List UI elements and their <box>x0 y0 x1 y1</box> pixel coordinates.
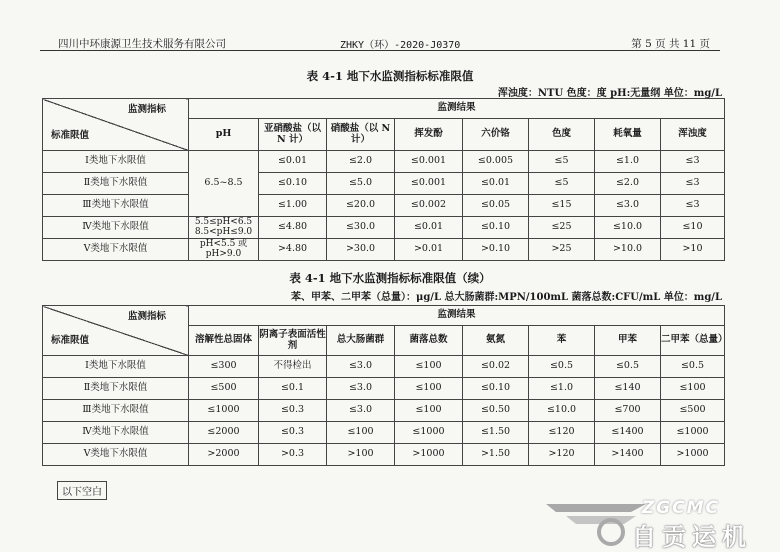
table-cell: >0.10 <box>463 239 529 261</box>
ph-cell: pH<5.5 或 pH>9.0 <box>189 239 259 261</box>
row-label: Ⅳ类地下水限值 <box>43 217 189 239</box>
table-cell: ≤0.10 <box>463 217 529 239</box>
table-cell: ≤10.0 <box>529 400 595 422</box>
table-cell: >0.3 <box>259 444 327 466</box>
row-label: Ⅱ类地下水限值 <box>43 173 189 195</box>
table-cell: >2000 <box>189 444 259 466</box>
report-number: ZHKY（环）-2020-J0370 <box>340 40 461 51</box>
column-header: 挥发酚 <box>395 119 463 151</box>
table-cell: ≤3 <box>661 195 725 217</box>
table-cell: ≤0.5 <box>529 356 595 378</box>
table-row <box>43 173 725 195</box>
page-indicator: 第 5 页 共 11 页 <box>631 38 710 50</box>
table-cell: >1.50 <box>463 444 529 466</box>
table-cell: ≤140 <box>595 378 661 400</box>
table-row <box>43 378 725 400</box>
table-cell: 不得检出 <box>259 356 327 378</box>
table-cell: ≤0.001 <box>395 173 463 195</box>
table-cell: ≤3 <box>661 151 725 173</box>
corner-indicator-label: 监测指标 <box>127 311 166 322</box>
table-cell: >25 <box>529 239 595 261</box>
table-row <box>43 400 725 422</box>
table-row <box>43 422 725 444</box>
column-header: pH <box>189 119 259 151</box>
table-cell: ≤0.1 <box>259 378 327 400</box>
ph-shared-cell: 6.5~8.5 <box>189 151 259 217</box>
table-row <box>43 239 725 261</box>
table2-units: 苯、甲苯、二甲苯（总量）：μg/L 总大肠菌群:MPN/100mL 菌落总数:CFU/mL 单位：mg/L <box>291 292 722 303</box>
watermark-cn: 自贡运机 <box>632 523 752 551</box>
table-cell: ≤0.01 <box>463 173 529 195</box>
table-cell: >30.0 <box>327 239 395 261</box>
table-cell: ≤15 <box>529 195 595 217</box>
table-cell: ≤20.0 <box>327 195 395 217</box>
table-cell: ≤0.002 <box>395 195 463 217</box>
ph-cell: 5.5≤pH<6.5 8.5<pH≤9.0 <box>189 217 259 239</box>
row-label: Ⅱ类地下水限值 <box>43 378 189 400</box>
table-cell: ≤1000 <box>661 422 725 444</box>
table-cell: ≤300 <box>189 356 259 378</box>
column-header: 氨氮 <box>463 326 529 356</box>
column-header: 溶解性总固体 <box>189 326 259 356</box>
table-cell: ≤2.0 <box>327 151 395 173</box>
table-cell: >10.0 <box>595 239 661 261</box>
row-label: Ⅴ类地下水限值 <box>43 239 189 261</box>
column-header: 甲苯 <box>595 326 661 356</box>
corner-cell <box>43 306 189 356</box>
table-cell: ≤25 <box>529 217 595 239</box>
table-cell: ≤3 <box>661 173 725 195</box>
table-cell: ≤0.005 <box>463 151 529 173</box>
corner-indicator-label: 监测指标 <box>127 104 166 115</box>
table-cell: ≤1000 <box>395 422 463 444</box>
table-row <box>43 195 725 217</box>
corner-cell <box>43 99 189 151</box>
table-cell: ≤10.0 <box>595 217 661 239</box>
table-cell: >1000 <box>395 444 463 466</box>
row-label: Ⅲ类地下水限值 <box>43 400 189 422</box>
table-row <box>43 444 725 466</box>
table-cell: ≤100 <box>395 400 463 422</box>
watermark-latin: ZGCMC <box>641 498 720 518</box>
column-header: 色度 <box>529 119 595 151</box>
corner-limit-label: 标准限值 <box>51 130 90 142</box>
column-header: 菌落总数 <box>395 326 463 356</box>
column-header: 浑浊度 <box>661 119 725 151</box>
table-cell: ≤5 <box>529 173 595 195</box>
column-header: 二甲苯（总量） <box>661 326 725 356</box>
column-header: 耗氧量 <box>595 119 661 151</box>
table2-caption: 表 4-1 地下水监测指标标准限值（续） <box>289 271 491 285</box>
table-cell: ≤3.0 <box>327 356 395 378</box>
table-cell: ≤0.10 <box>259 173 327 195</box>
table-cell: ≤30.0 <box>327 217 395 239</box>
table1 <box>42 98 725 261</box>
table-cell: ≤5.0 <box>327 173 395 195</box>
table-cell: ≤100 <box>395 378 463 400</box>
table-cell: ≤0.5 <box>595 356 661 378</box>
table1-units: 浑浊度：NTU 色度：度 pH:无量纲 单位：mg/L <box>497 88 722 99</box>
table-cell: >100 <box>327 444 395 466</box>
table-cell: ≤0.01 <box>259 151 327 173</box>
table-cell: ≤0.3 <box>259 400 327 422</box>
column-header: 硝酸盐（以 N 计） <box>327 119 395 151</box>
row-label: Ⅰ类地下水限值 <box>43 151 189 173</box>
column-header: 总大肠菌群 <box>327 326 395 356</box>
table-cell: ≤0.05 <box>463 195 529 217</box>
table-cell: ≤0.10 <box>463 378 529 400</box>
table-cell: ≤4.80 <box>259 217 327 239</box>
table-cell: >1400 <box>595 444 661 466</box>
org-name: 四川中环康源卫生技术服务有限公司 <box>58 38 226 50</box>
table-cell: ≤1.00 <box>259 195 327 217</box>
row-label: Ⅲ类地下水限值 <box>43 195 189 217</box>
table-cell: ≤10 <box>661 217 725 239</box>
table-cell: ≤500 <box>189 378 259 400</box>
table-cell: ≤100 <box>327 422 395 444</box>
table-cell: >120 <box>529 444 595 466</box>
header-rule <box>40 50 720 51</box>
row-label: Ⅰ类地下水限值 <box>43 356 189 378</box>
table-cell: ≤1000 <box>189 400 259 422</box>
column-header: 六价铬 <box>463 119 529 151</box>
table-cell: ≤100 <box>661 378 725 400</box>
table-cell: ≤1.50 <box>463 422 529 444</box>
table-cell: ≤500 <box>661 400 725 422</box>
table-row <box>43 217 725 239</box>
table-cell: ≤0.02 <box>463 356 529 378</box>
table-cell: ≤2000 <box>189 422 259 444</box>
column-header: 阴离子表面活性剂 <box>259 326 327 356</box>
table-cell: ≤1.0 <box>595 151 661 173</box>
result-header: 监测结果 <box>189 99 725 119</box>
table-cell: ≤3.0 <box>327 378 395 400</box>
row-label: Ⅴ类地下水限值 <box>43 444 189 466</box>
table-cell: ≤0.5 <box>661 356 725 378</box>
end-note: 以下空白 <box>57 481 107 500</box>
result-header: 监测结果 <box>189 306 725 326</box>
table-row <box>43 151 725 173</box>
table1-caption: 表 4-1 地下水监测指标标准限值 <box>306 69 474 83</box>
column-header: 苯 <box>529 326 595 356</box>
table-cell: ≤1.0 <box>529 378 595 400</box>
column-header: 亚硝酸盐（以 N 计） <box>259 119 327 151</box>
table-cell: ≤0.001 <box>395 151 463 173</box>
table-cell: ≤1400 <box>595 422 661 444</box>
table-row <box>43 356 725 378</box>
table-cell: ≤5 <box>529 151 595 173</box>
corner-limit-label: 标准限值 <box>51 335 90 347</box>
table-cell: ≤3.0 <box>327 400 395 422</box>
row-label: Ⅳ类地下水限值 <box>43 422 189 444</box>
table-cell: ≤3.0 <box>595 195 661 217</box>
table-cell: ≤0.01 <box>395 217 463 239</box>
table-cell: >0.01 <box>395 239 463 261</box>
table2 <box>42 305 728 466</box>
table-cell: >4.80 <box>259 239 327 261</box>
table-cell: >10 <box>661 239 725 261</box>
table-cell: ≤700 <box>595 400 661 422</box>
table-cell: ≤100 <box>395 356 463 378</box>
table-cell: ≤0.50 <box>463 400 529 422</box>
table-cell: ≤2.0 <box>595 173 661 195</box>
table-cell: ≤0.3 <box>259 422 327 444</box>
table-cell: ≤120 <box>529 422 595 444</box>
table-cell: >1000 <box>661 444 725 466</box>
